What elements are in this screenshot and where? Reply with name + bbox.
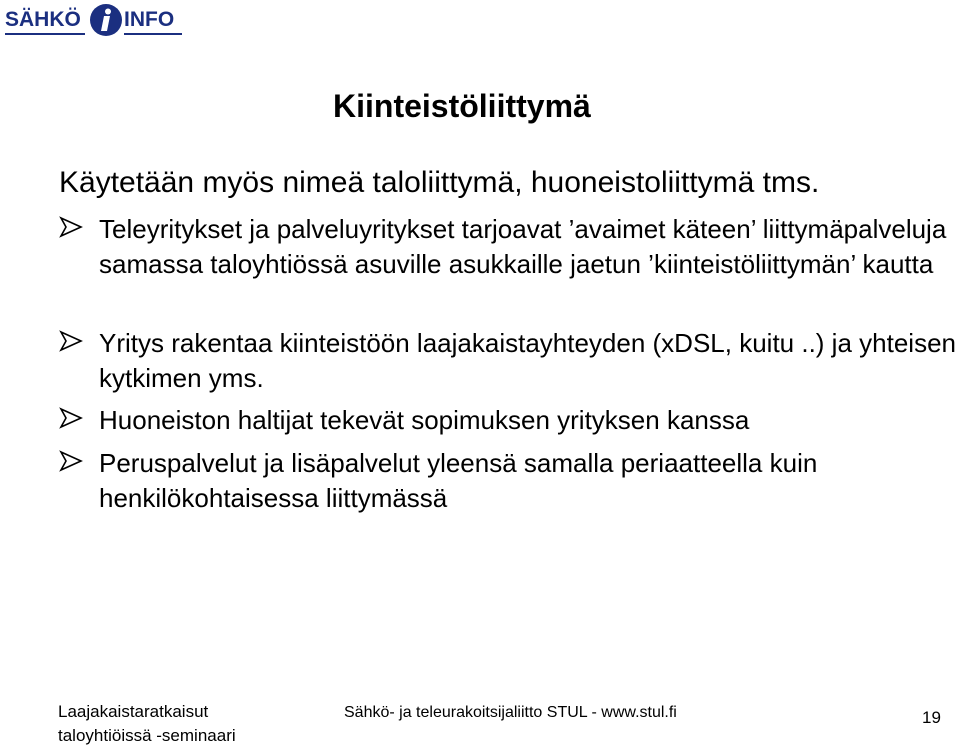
arrow-bullet-icon	[59, 407, 83, 429]
arrow-bullet-icon	[59, 450, 83, 472]
footer-seminar-name	[58, 700, 278, 748]
lead-text: Käytetään myös nimeä taloliittymä, huoneistoliittymä tms.	[59, 166, 820, 199]
footer-organization: Sähkö- ja teleurakoitsijaliitto STUL - www.stul.fi	[344, 704, 677, 721]
bullet-text: Peruspalvelut ja lisäpalvelut yleensä samalla periaatteella kuin henkilökohtaisessa liittymässä	[99, 448, 818, 513]
bullet-text: Teleyritykset ja palveluyritykset tarjoavat ’avaimet käteen’ liittymäpalveluja samassa taloyhtiössä asuville asukkaille jaetun ’kiinteistöliittymän’ kautta	[99, 214, 947, 279]
footer-left-line2: taloyhtiöissä -seminaari	[58, 726, 236, 745]
logo-underline-left	[5, 33, 85, 35]
bullet-text: Yritys rakentaa kiinteistöön laajakaistayhteyden (xDSL, kuitu ..) ja yhteisen kytkimen yms.	[99, 328, 956, 393]
info-i-icon	[89, 3, 123, 37]
logo-underline-right	[124, 33, 182, 35]
logo-left-text: SÄHKÖ	[5, 8, 81, 31]
footer-left-line1: Laajakaistaratkaisut	[58, 702, 209, 721]
arrow-bullet-icon	[59, 216, 83, 238]
logo-right-text: INFO	[124, 8, 175, 31]
sahko-info-logo	[0, 0, 190, 44]
slide-title: Kiinteistöliittymä	[333, 88, 591, 124]
arrow-bullet-icon	[59, 330, 83, 352]
bullet-text: Huoneiston haltijat tekevät sopimuksen yrityksen kanssa	[99, 405, 750, 435]
page-number: 19	[922, 708, 941, 727]
